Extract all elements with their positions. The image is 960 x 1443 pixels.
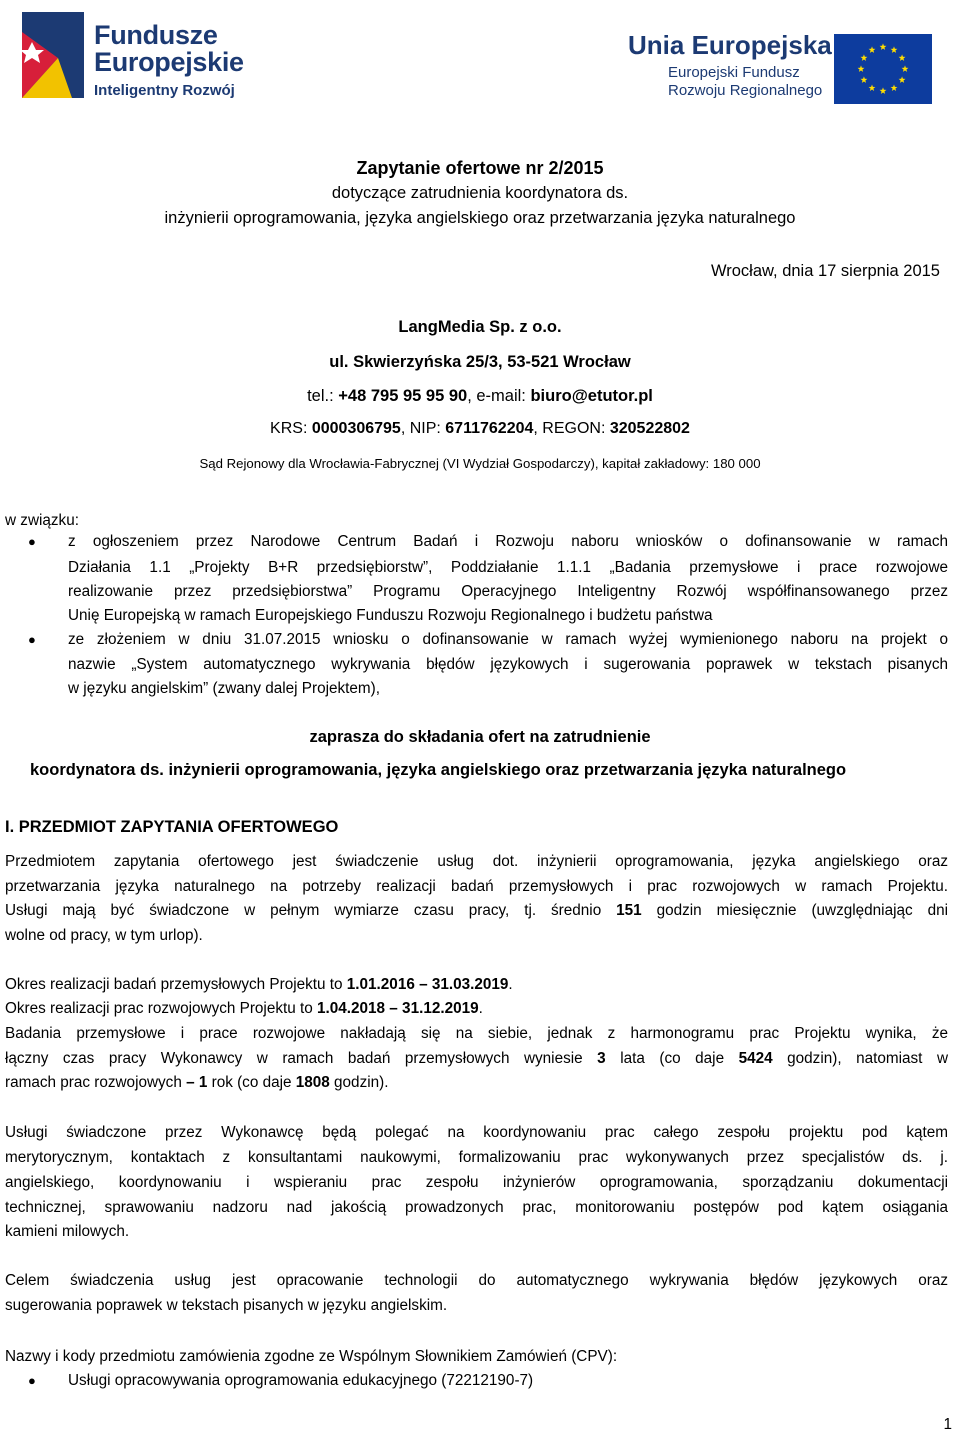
regon-prefix: , REGON:: [533, 420, 610, 437]
fe-logo: [22, 12, 252, 104]
fe-flag-icon: [22, 12, 84, 98]
company-court: Sąd Rejonowy dla Wrocławia-Fabrycznej (VI Wydział Gospodarczy), kapitał zakładowy: 180 000: [199, 456, 761, 471]
s1-p1-l3: [5, 899, 948, 923]
company-name: LangMedia Sp. z o.o.: [398, 318, 562, 336]
s1-p1-l2: przetwarzania języka naturalnego na potrzeby realizacji badań przemysłowych i prac rozwojowych w ramach Projektu.: [5, 878, 948, 895]
invite-line2: koordynatora ds. inżynierii oprogramowania, języka angielskiego oraz przetwarzania języka naturalnego: [30, 761, 847, 779]
intro-b1-l3: realizowanie przez przedsiębiorstwa” Programu Operacyjnego Inteligentny Rozwój współfinansowanego przez: [68, 583, 948, 600]
bullet-icon: ●: [28, 534, 36, 549]
p3-l3e: godzin).: [329, 1074, 389, 1091]
intro-b2-l2: nazwie „System automatycznego wykrywania błędów językowych i sugerowania poprawek w tekstach pisanych: [68, 656, 948, 673]
company-phone: +48 795 95 95 90: [338, 387, 468, 405]
intro-b1-l4: Unię Europejską w ramach Europejskiego Funduszu Rozwoju Regionalnego i budżetu państwa: [68, 607, 713, 624]
s1-p4-l3: angielskiego, koordynowaniu i wspieraniu prac zespołu inżynierów oprogramowania, sporządzaniu dokumentacji: [5, 1174, 948, 1191]
document-date: Wrocław, dnia 17 sierpnia 2015: [710, 262, 940, 280]
r1-text: Okres realizacji badań przemysłowych Projektu to: [5, 976, 347, 993]
years-research: 3: [597, 1050, 606, 1067]
r2-end: .: [478, 1000, 483, 1017]
bullet-icon: ●: [28, 1373, 36, 1388]
s1-p1-l3a: Usługi mają być świadczone w pełnym wymiarze czasu pracy, tj. średnio: [5, 902, 617, 919]
intro-b2-l3: w języku angielskim” (zwany dalej Projektem),: [68, 680, 380, 697]
cpv-label: Nazwy i kody przedmiotu zamówienia zgodne ze Wspólnym Słownikiem Zamówień (CPV):: [5, 1348, 618, 1365]
page-number: 1: [943, 1416, 952, 1433]
fe-logo-line2: Europejskie: [94, 47, 244, 77]
s1-p4-l1: Usługi świadczone przez Wykonawcę będą polegać na koordynowaniu prac całego zespołu projektu pod kątem: [5, 1124, 948, 1141]
eu-logo-sub2: Rozwoju Regionalnego: [668, 82, 823, 99]
eu-logo-sub1: Europejski Fundusz: [668, 64, 800, 81]
s1-p1-l1: Przedmiotem zapytania ofertowego jest świadczenie usług dot. inżynierii oprogramowania, języka angielskiego oraz: [5, 853, 948, 870]
p3-l2c: lata (co daje: [605, 1050, 739, 1067]
r1-dates: 1.01.2016 – 31.03.2019: [346, 976, 509, 993]
company-contact: [0, 387, 960, 406]
eu-flag-icon: [834, 34, 932, 104]
s1-r2: [5, 997, 483, 1021]
s1-p5-l1: Celem świadczenia usług jest opracowanie technologii do automatycznego wykrywania błędów językowych oraz: [5, 1272, 948, 1289]
p3-l2a: łączny czas pracy Wykonawcy w ramach badań przemysłowych wyniesie: [5, 1050, 598, 1067]
title-line3: inżynierii oprogramowania, języka angielskiego oraz przetwarzania języka naturalnego: [164, 209, 796, 227]
invite-line1: zaprasza do składania ofert na zatrudnienie: [309, 728, 651, 746]
hours-per-month: 151: [616, 902, 642, 919]
company-address: ul. Skwierzyńska 25/3, 53-521 Wrocław: [329, 353, 631, 371]
company-registry: [0, 420, 960, 438]
r2-text: Okres realizacji prac rozwojowych Projektu to: [5, 1000, 317, 1017]
s1-p4-l2: merytorycznym, kontaktach z konsultantami naukowymi, formalizowaniu prac wykonywanych przez specjalistów ds. j.: [5, 1149, 948, 1166]
krs-prefix: KRS:: [270, 420, 312, 437]
hours-research: 5424: [738, 1050, 773, 1067]
title-line2: dotyczące zatrudnienia koordynatora ds.: [331, 184, 629, 202]
section-heading: I. PRZEDMIOT ZAPYTANIA OFERTOWEGO: [5, 818, 339, 836]
s1-p4-l4: technicznej, sprawowaniu nadzoru nad jakością prowadzonych prac, monitorowaniu postępów pod kątem osiągania: [5, 1199, 948, 1216]
nip-prefix: , NIP:: [400, 420, 446, 437]
fe-logo-line1: Fundusze: [94, 20, 218, 50]
s1-p5-l2: sugerowania poprawek w tekstach pisanych w języku angielskim.: [5, 1297, 448, 1314]
fe-logo-line3: Inteligentny Rozwój: [94, 82, 235, 99]
r2-dates: 1.04.2018 – 31.12.2019: [317, 1000, 479, 1017]
s1-p3-l3: [5, 1071, 388, 1095]
regon-number: 320522802: [609, 420, 690, 437]
email-prefix: , e-mail:: [467, 387, 531, 405]
years-dev: – 1: [186, 1074, 208, 1091]
s1-p4-l5: kamieni milowych.: [5, 1223, 130, 1240]
intro-b2-l1: ze złożeniem w dniu 31.07.2015 wniosku o dofinansowanie w ramach wyżej wymienionego naboru na projekt o: [68, 631, 948, 648]
cpv-item: Usługi opracowywania oprogramowania edukacyjnego (72212190-7): [68, 1372, 534, 1389]
intro-label: w związku:: [5, 512, 79, 529]
p3-l3a: ramach prac rozwojowych: [5, 1074, 187, 1091]
krs-number: 0000306795: [311, 420, 401, 437]
intro-b1-l2: Działania 1.1 „Projekty B+R przedsiębiorstw”, Poddziałanie 1.1.1 „Badania przemysłowe i prace rozwojowe: [68, 559, 948, 576]
r1-end: .: [508, 976, 513, 993]
contact-prefix: tel.:: [307, 387, 339, 405]
document-title: Zapytanie ofertowe nr 2/2015: [356, 158, 604, 178]
eu-logo-title: Unia Europejska: [628, 30, 832, 60]
intro-b1-l1: z ogłoszeniem przez Narodowe Centrum Badań i Rozwoju naboru wniosków o dofinansowanie w ramach: [68, 533, 948, 550]
s1-p3-l2: [5, 1047, 948, 1071]
s1-p1-l4: wolne od pracy, w tym urlop).: [5, 927, 203, 944]
company-email: biuro@etutor.pl: [530, 387, 653, 405]
s1-p1-l3c: godzin miesięcznie (uwzględniając dni: [641, 902, 948, 919]
eu-logo: [628, 30, 938, 110]
s1-r1: [5, 973, 513, 997]
s1-p3-l1: Badania przemysłowe i prace rozwojowe nakładają się na siebie, jednak z harmonogramu prac Projektu wynika, że: [5, 1025, 948, 1042]
nip-number: 6711762204: [445, 420, 534, 437]
bullet-icon: ●: [28, 632, 36, 647]
p3-l2e: godzin), natomiast w: [772, 1050, 948, 1067]
p3-l3c: rok (co daje: [207, 1074, 296, 1091]
hours-dev: 1808: [295, 1074, 330, 1091]
